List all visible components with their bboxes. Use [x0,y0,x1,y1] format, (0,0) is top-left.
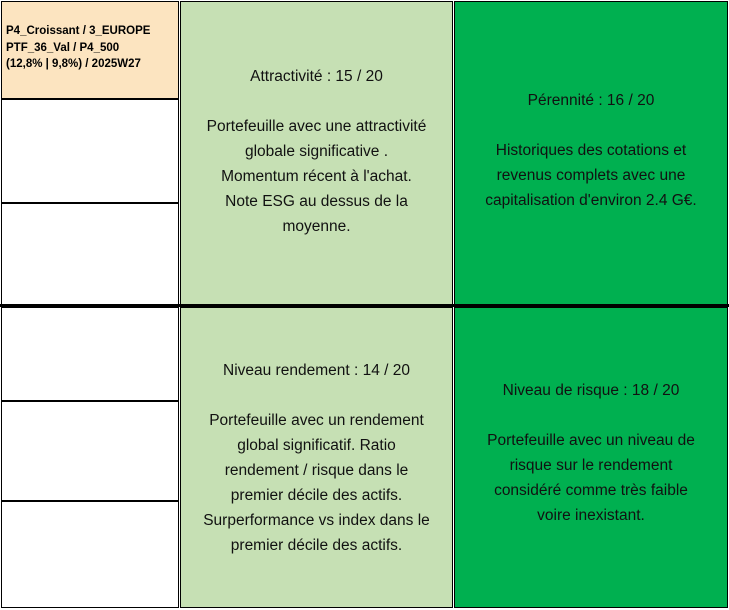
blank-cell-1 [1,99,179,203]
blank-cell-4 [1,401,179,501]
perennite-title: Pérennité : 16 / 20 [527,91,655,109]
perennite-line: capitalisation d'environ 2.4 G€. [485,191,697,209]
rendement-title: Niveau rendement : 14 / 20 [223,361,410,379]
blank-cell-2 [1,203,179,305]
blank-cell-5 [1,501,179,608]
attractivite-line: Momentum récent à l'achat. [221,167,412,185]
rendement-line: global significatif. Ratio [237,436,396,454]
rendement-line: premier décile des actifs. [230,486,403,504]
portfolio-header-cell [1,1,179,99]
attractivite-line: Note ESG au dessus de la [225,192,408,210]
portfolio-line-2: PTF_36_Val / P4_500 [6,41,120,54]
rendement-panel [180,307,453,608]
rendement-line: rendement / risque dans le [224,461,409,479]
risque-panel [454,307,728,608]
risque-line: voire inexistant. [537,506,645,524]
risque-line: risque sur le rendement [509,456,673,474]
perennite-text [485,138,696,213]
risque-text [487,428,695,528]
rendement-line: premier décile des actifs. [230,536,403,554]
attractivite-line: Portefeuille avec une attractivité [206,117,427,135]
attractivite-text [207,114,427,239]
attractivite-title: Attractivité : 15 / 20 [250,67,383,85]
row-divider [0,304,729,307]
perennite-line: revenus complets avec une [496,166,686,184]
risque-title: Niveau de risque : 18 / 20 [502,381,680,399]
attractivite-panel [180,1,453,305]
rendement-line: Surperformance vs index dans le [203,511,430,529]
perennite-panel [454,1,728,305]
portfolio-line-3: (12,8% | 9,8%) / 2025W27 [6,58,141,70]
attractivite-line: globale significative . [244,142,388,160]
risque-line: considéré comme très faible [494,481,688,499]
perennite-line: Historiques des cotations et [495,141,687,159]
portfolio-line-1: P4_Croissant / 3_EUROPE [6,25,151,37]
blank-cell-3 [1,307,179,401]
rendement-line: Portefeuille avec un rendement [209,411,424,429]
risque-line: Portefeuille avec un niveau de [487,431,695,449]
rendement-text [203,408,430,558]
attractivite-line: moyenne. [282,217,351,235]
